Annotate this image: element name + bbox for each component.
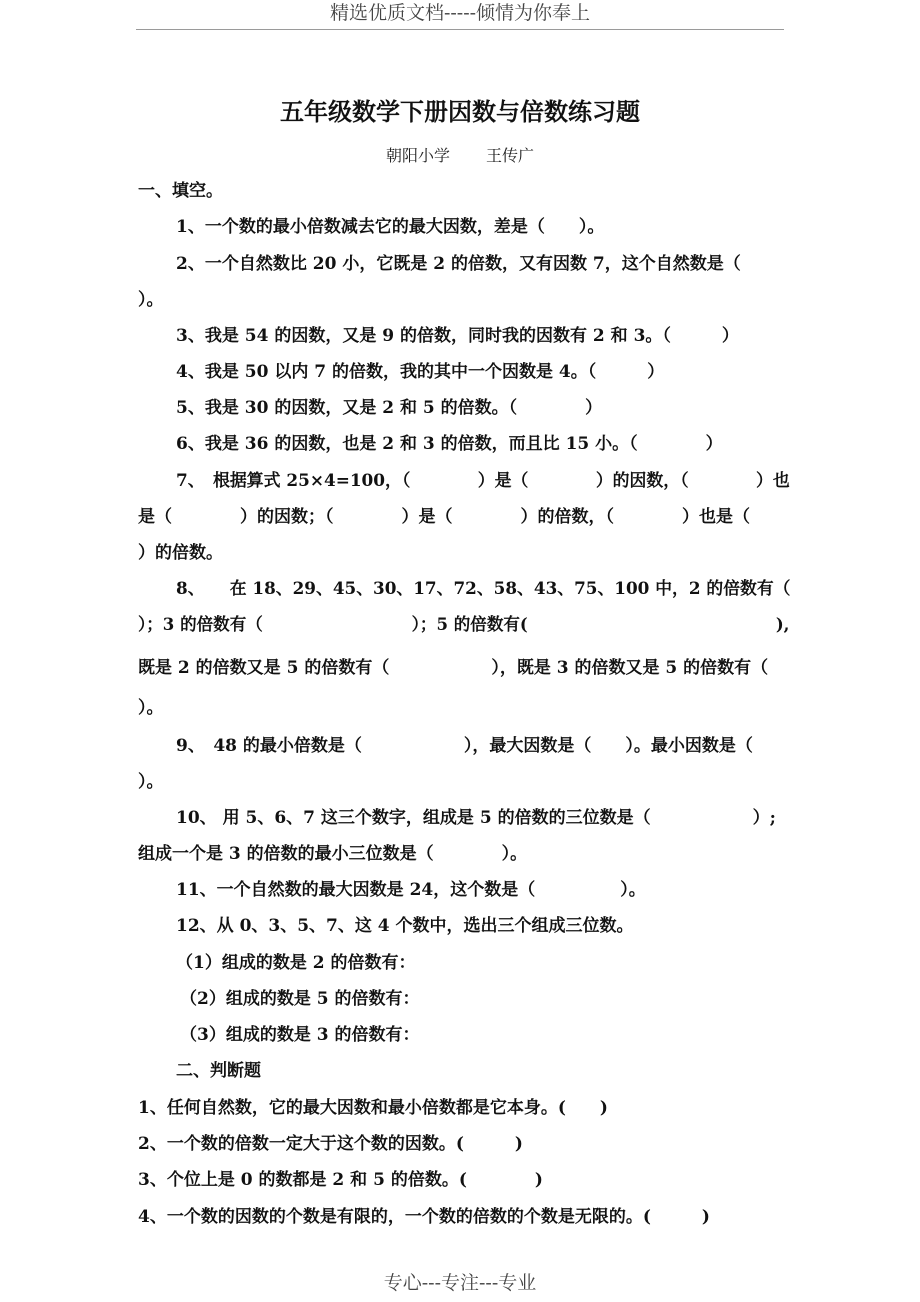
question-line: 6、我是 36 的因数，也是 2 和 3 的倍数，而且比 15 小。（ ）: [176, 434, 723, 454]
author-line: [0, 145, 920, 167]
judgement-line: 3、个位上是 0 的数都是 2 和 5 的倍数。( ): [138, 1170, 543, 1190]
question-line: 9、 48 的最小倍数是（ ），最大因数是（ ）。最小因数是（: [176, 736, 753, 756]
question-line: 3、我是 54 的因数，又是 9 的倍数，同时我的因数有 2 和 3。（ ）: [176, 326, 739, 346]
section1-heading: 一、填空。: [138, 181, 223, 201]
question-line: ）；3 的倍数有（ ）；5 的倍数有( ),: [138, 615, 790, 635]
question-line: ）。: [138, 772, 164, 792]
question-line: 10、 用 5、6、7 这三个数字，组成是 5 的倍数的三位数是（ ）;: [176, 808, 776, 828]
question-line: 8、 在 18、29、45、30、17、72、58、43、75、100 中，2 的倍数有（: [176, 579, 791, 599]
question-line: ）的倍数。: [138, 543, 223, 563]
question-line: 11、一个自然数的最大因数是 24，这个数是（ ）。: [176, 880, 646, 900]
question-line: 5、我是 30 的因数，又是 2 和 5 的倍数。（ ）: [176, 398, 603, 418]
page-footer: 专心---专注---专业: [383, 1272, 537, 1294]
question-line: 12、从 0、3、5、7、这 4 个数中，选出三个组成三位数。: [176, 916, 634, 936]
document-title: 五年级数学下册因数与倍数练习题: [280, 97, 640, 126]
author-name: 王传广: [486, 146, 535, 165]
header-divider: [136, 29, 784, 30]
judgement-line: 4、一个数的因数的个数是有限的，一个数的倍数的个数是无限的。( ): [138, 1207, 710, 1227]
page-header: 精选优质文档-----倾情为你奉上: [329, 2, 591, 24]
question-line: 既是 2 的倍数又是 5 的倍数有（ ），既是 3 的倍数又是 5 的倍数有（: [138, 658, 769, 678]
judgement-line: 1、任何自然数，它的最大因数和最小倍数都是它本身。( ): [138, 1098, 608, 1118]
school-name: 朝阳小学: [385, 146, 450, 165]
question-line: （3）组成的数是 3 的倍数有：: [180, 1025, 420, 1045]
question-line: （2）组成的数是 5 的倍数有：: [180, 989, 420, 1009]
question-line: 4、我是 50 以内 7 的倍数，我的其中一个因数是 4。（ ）: [176, 362, 665, 382]
question-line: 1、一个数的最小倍数减去它的最大因数，差是（ ）。: [176, 217, 605, 237]
question-line: （1）组成的数是 2 的倍数有：: [176, 953, 416, 973]
question-line: 2、一个自然数比 20 小，它既是 2 的倍数，又有因数 7，这个自然数是（: [176, 254, 741, 274]
question-line: 7、 根据算式 25×4=100，（ ）是（ ）的因数，（ ）也: [176, 471, 790, 491]
question-line: ）。: [138, 698, 164, 718]
section2-heading: 二、判断题: [176, 1061, 261, 1081]
question-line: 组成一个是 3 的倍数的最小三位数是（ ）。: [138, 844, 528, 864]
question-line: ）。: [138, 290, 164, 310]
question-line: 是（ ）的因数；（ ）是（ ）的倍数，（ ）也是（: [138, 507, 750, 527]
judgement-line: 2、一个数的倍数一定大于这个数的因数。( ): [138, 1134, 523, 1154]
